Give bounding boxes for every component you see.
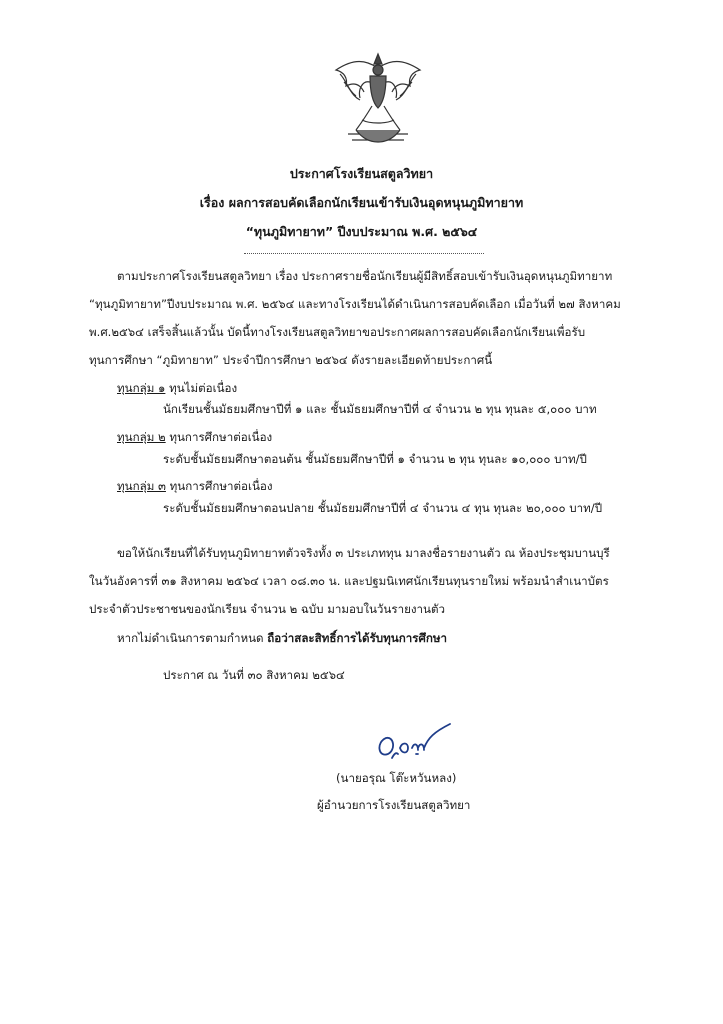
group3-title: ทุนการศึกษาต่อเนื่อง xyxy=(165,479,273,493)
paragraph1-line2: “ทุนภูมิทายาท”ปีงบประมาณ พ.ศ. ๒๕๖๔ และทางโรงเรียนได้ดำเนินการสอบคัดเลือก เมื่อวันที่ ๒๗ สิงหาคม xyxy=(89,297,621,311)
scholarship-name-line: “ทุนภูมิทายาท” ปีงบประมาณ พ.ศ. ๒๕๖๔ xyxy=(245,224,478,239)
announcement-title: ประกาศโรงเรียนสตูลวิทยา xyxy=(289,166,434,181)
group3-label: ทุนกลุ่ม ๓ xyxy=(117,479,166,493)
group2-title: ทุนการศึกษาต่อเนื่อง xyxy=(165,430,273,444)
divider-dotted xyxy=(244,253,484,254)
paragraph1-line4: ทุนการศึกษา “ภูมิทายาท” ประจำปีการศึกษา ๒๕๖๔ ดังรายละเอียดท้ายประกาศนี้ xyxy=(89,353,493,367)
subject-line: เรื่อง ผลการสอบคัดเลือกนักเรียนเข้ารับเงินอุดหนุนภูมิทายาท xyxy=(199,195,524,210)
garuda-emblem-icon xyxy=(326,50,430,150)
warning-line xyxy=(117,630,447,648)
signer-name: (นายอรุณ โต๊ะหวันหลง) xyxy=(336,771,457,785)
group2-label: ทุนกลุ่ม ๒ xyxy=(117,430,166,444)
handwritten-signature xyxy=(372,718,456,764)
paragraph1-line1: ตามประกาศโรงเรียนสตูลวิทยา เรื่อง ประกาศรายชื่อนักเรียนผู้มีสิทธิ์สอบเข้ารับเงินอุดหนุนภูมิทายาท xyxy=(117,269,613,283)
paragraph2-line1: ขอให้นักเรียนที่ได้รับทุนภูมิทายาทตัวจริงทั้ง ๓ ประเภททุน มาลงชื่อรายงานตัว ณ ห้องประชุมบานบุรี xyxy=(117,546,610,560)
warning-prefix: หากไม่ดำเนินการตามกำหนด xyxy=(117,631,268,645)
group1-detail: นักเรียนชั้นมัธยมศึกษาปีที่ ๑ และ ชั้นมัธยมศึกษาปีที่ ๔ จำนวน ๒ ทุน ทุนละ ๕,๐๐๐ บาท xyxy=(163,402,597,416)
warning-bold: ถือว่าสละสิทธิ์การได้รับทุนการศึกษา xyxy=(267,631,448,645)
group1-title: ทุนไม่ต่อเนื่อง xyxy=(165,381,238,395)
group3-detail: ระดับชั้นมัธยมศึกษาตอนปลาย ชั้นมัธยมศึกษาปีที่ ๔ จำนวน ๔ ทุน ทุนละ ๒๐,๐๐๐ บาท/ปี xyxy=(163,501,603,515)
group1-heading xyxy=(117,380,237,398)
group2-detail: ระดับชั้นมัธยมศึกษาตอนต้น ชั้นมัธยมศึกษาปีที่ ๑ จำนวน ๒ ทุน ทุนละ ๑๐,๐๐๐ บาท/ปี xyxy=(163,452,587,466)
group3-heading xyxy=(117,478,273,496)
signer-position: ผู้อำนวยการโรงเรียนสตูลวิทยา xyxy=(317,798,471,812)
group2-heading xyxy=(117,429,272,447)
paragraph2-line3: ประจำตัวประชาชนของนักเรียน จำนวน ๒ ฉบับ มามอบในวันรายงานตัว xyxy=(89,602,446,616)
paragraph2-line2: ในวันอังคารที่ ๓๑ สิงหาคม ๒๕๖๔ เวลา ๐๘.๓๐ น. และปฐมนิเทศนักเรียนทุนรายใหม่ พร้อมนำสำเนาบัตร xyxy=(89,574,609,588)
announce-date: ประกาศ ณ วันที่ ๓๐ สิงหาคม ๒๕๖๔ xyxy=(163,668,345,682)
group1-label: ทุนกลุ่ม ๑ xyxy=(117,381,166,395)
paragraph1-line3: พ.ศ.๒๕๖๔ เสร็จสิ้นแล้วนั้น บัดนี้ทางโรงเรียนสตูลวิทยาขอประกาศผลการสอบคัดเลือกนักเรียนเพื่อรับ xyxy=(89,325,586,339)
